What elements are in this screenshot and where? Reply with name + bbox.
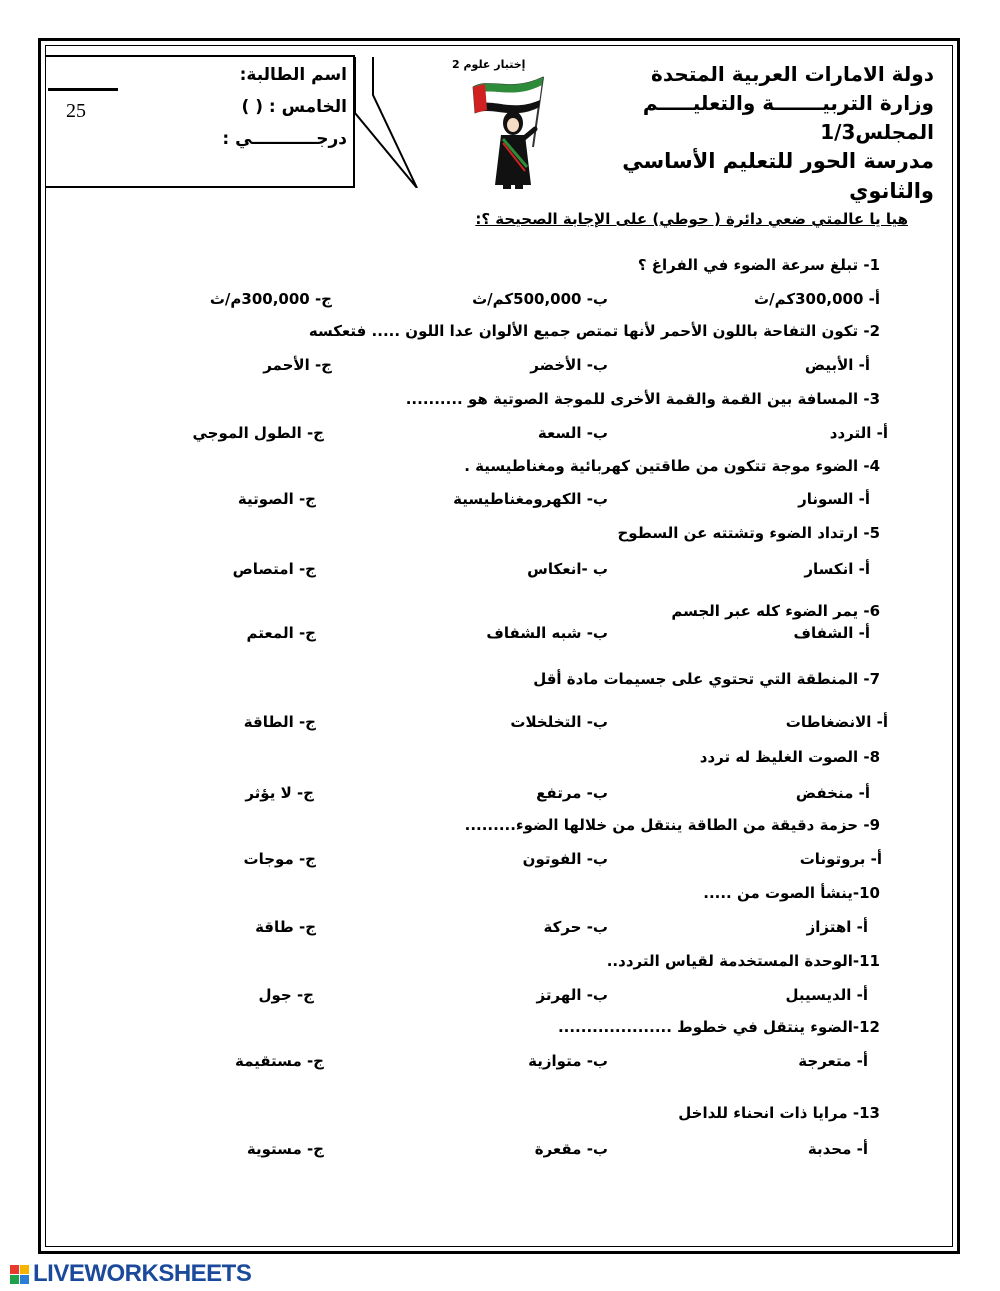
- q2-option-c[interactable]: ج- الأحمر: [263, 356, 332, 374]
- q10-option-b[interactable]: ب- حركة: [543, 918, 608, 936]
- question-2: 2- تكون التفاحة باللون الأحمر لأنها تمتص جميع الألوان عدا اللون ..... فتعكسه: [308, 322, 880, 340]
- school-name: مدرسة الحور للتعليم الأساسي والثانوي: [622, 149, 934, 203]
- q8-option-c[interactable]: ج- لا يؤثر: [245, 784, 314, 802]
- q3-option-b[interactable]: ب- السعة: [537, 424, 608, 442]
- council-name: المجلس1/3: [820, 120, 934, 144]
- q4-option-b[interactable]: ب- الكهرومغناطيسية: [453, 490, 608, 508]
- q10-option-a[interactable]: أ- اهتزاز: [806, 918, 868, 936]
- q1-option-b[interactable]: ب- 500,000كم/ث: [472, 290, 608, 308]
- question-13: 13- مرايا ذات انحناء للداخل: [678, 1104, 880, 1122]
- q7-option-a[interactable]: أ- الانضغاطات: [785, 713, 888, 731]
- question-5: 5- ارتداد الضوء وتشتته عن السطوح: [617, 524, 880, 542]
- q11-option-b[interactable]: ب- الهرتز: [536, 986, 608, 1004]
- q10-option-c[interactable]: ج- طاقة: [255, 918, 316, 936]
- liveworksheets-logo[interactable]: [10, 1259, 251, 1289]
- question-3: 3- المسافة بين القمة والقمة الأخرى للموجة الصوتية هو ..........: [405, 390, 880, 408]
- girl-with-flag-illustration: [455, 55, 565, 195]
- brand-name: LIVEWORKSHEETS: [33, 1260, 252, 1287]
- question-12: 12-الضوء ينتقل في خطوط ....................: [557, 1018, 880, 1036]
- question-8: 8- الصوت الغليظ له تردد: [699, 748, 880, 766]
- question-1: 1- تبلغ سرعة الضوء في الفراغ ؟: [637, 256, 880, 274]
- q12-option-a[interactable]: أ- متعرجة: [798, 1052, 868, 1070]
- q2-option-a[interactable]: أ- الأبيض: [804, 356, 870, 374]
- q9-option-b[interactable]: ب- الفوتون: [522, 850, 608, 868]
- q7-option-c[interactable]: ج- الطاقة: [243, 713, 316, 731]
- q9-option-a[interactable]: أ- بروتونات: [799, 850, 882, 868]
- question-11: 11-الوحدة المستخدمة لقياس التردد..: [606, 952, 880, 970]
- q5-option-b[interactable]: ب -انعكاس: [527, 560, 608, 578]
- q6-option-c[interactable]: ج- المعتم: [246, 624, 316, 642]
- q13-option-a[interactable]: أ- محدبة: [807, 1140, 868, 1158]
- score-label: درجـــــــــــي :: [222, 129, 347, 149]
- student-info-box: [45, 55, 355, 188]
- score-total: 25: [66, 100, 86, 122]
- q3-option-c[interactable]: ج- الطول الموجي: [192, 424, 324, 442]
- speech-callout: [355, 55, 425, 188]
- school-header: [574, 60, 934, 206]
- question-4: 4- الضوء موجة تتكون من طاقتين كهربائية ومغناطيسية .: [464, 457, 880, 475]
- q4-option-c[interactable]: ج- الصوتية: [237, 490, 316, 508]
- q5-option-a[interactable]: أ- انكسار: [804, 560, 870, 578]
- ministry-name: وزارة التربيـــــــة والتعليـــــم: [642, 91, 934, 115]
- score-line: [48, 88, 118, 91]
- q13-option-c[interactable]: ج- مستوية: [246, 1140, 324, 1158]
- student-name-label: اسم الطالبة:: [239, 65, 347, 85]
- q12-option-b[interactable]: ب- متوازية: [528, 1052, 608, 1070]
- grade-label: الخامس : ( ): [241, 97, 347, 117]
- q4-option-a[interactable]: أ- السونار: [798, 490, 870, 508]
- q1-option-c[interactable]: ج- 300,000م/ث: [209, 290, 332, 308]
- q2-option-b[interactable]: ب- الأخضر: [530, 356, 608, 374]
- q13-option-b[interactable]: ب- مقعرة: [534, 1140, 608, 1158]
- question-9: 9- حزمة دقيقة من الطاقة ينتقل من خلالها الضوء.........: [464, 816, 880, 834]
- q8-option-a[interactable]: أ- منخفض: [795, 784, 870, 802]
- q7-option-b[interactable]: ب- التخلخلات: [510, 713, 608, 731]
- q5-option-c[interactable]: ج- امتصاص: [232, 560, 316, 578]
- instruction-text: هيا يا عالمتي ضعي دائرة ( حوطي) على الإجابة الصحيحة ؟:: [475, 210, 908, 228]
- q9-option-c[interactable]: ج- موجات: [243, 850, 316, 868]
- logo-blocks-icon: [10, 1265, 29, 1284]
- q11-option-a[interactable]: أ- الديسيبل: [785, 986, 868, 1004]
- country-name: دولة الامارات العربية المتحدة: [651, 62, 934, 86]
- q12-option-c[interactable]: ج- مستقيمة: [234, 1052, 324, 1070]
- question-6: 6- يمر الضوء كله عبر الجسم: [671, 602, 880, 620]
- q6-option-b[interactable]: ب- شبه الشفاف: [486, 624, 608, 642]
- q8-option-b[interactable]: ب- مرتفع: [536, 784, 608, 802]
- badge-title: إختبار علوم 2: [452, 58, 526, 71]
- q6-option-a[interactable]: أ- الشفاف: [793, 624, 870, 642]
- q11-option-c[interactable]: ج- جول: [258, 986, 314, 1004]
- q1-option-a[interactable]: أ- 300,000كم/ث: [754, 290, 880, 308]
- question-10: 10-ينشأ الصوت من .....: [703, 884, 880, 902]
- question-7: 7- المنطقة التي تحتوي على جسيمات مادة أقل: [533, 670, 880, 688]
- q3-option-a[interactable]: أ- التردد: [829, 424, 888, 442]
